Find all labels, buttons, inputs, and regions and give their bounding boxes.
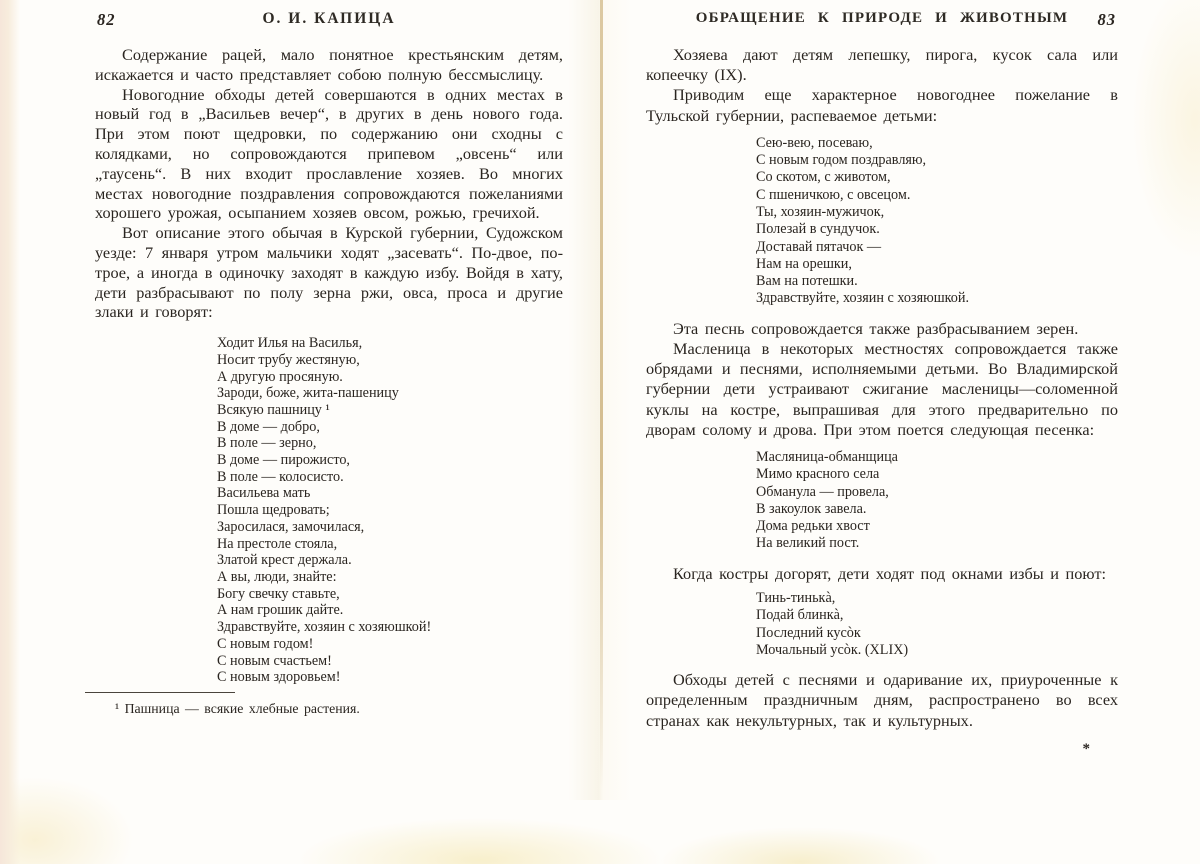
verse-line: Всякую пашницу ¹ xyxy=(217,401,330,418)
verse-line: В поле — зерно, xyxy=(217,435,317,452)
paragraph: Содержание рацей, мало понятное крестьянским детям, искажается и часто представляет собою полную бессмыслицу. xyxy=(95,45,563,84)
verse-line: С новым годом! xyxy=(217,635,314,652)
verse-block-tin-tinka xyxy=(756,590,1118,659)
verse-block-zasevanie xyxy=(217,335,563,686)
paragraph: Новогодние обходы детей совершаются в одних местах в новый год в „Васильев вечер“, в других в день нового года. При этом поют щедровки, по содержанию они сходны с колядками, но сопровождаются припевом „овсень“ или „таусень“. В них входит прославление хозяев. Во многих местах новогодние поздравления сопровождаются пожеланиями хорошего урожая, осыпанием хозяев овсом, рожью, гречихой. xyxy=(95,84,563,223)
verse-line: В поле — колосисто. xyxy=(217,468,344,485)
left-page-header xyxy=(95,10,563,32)
verse-line: В доме — добро, xyxy=(217,418,320,435)
verse-line: Ходит Илья на Василья, xyxy=(217,335,363,352)
paragraph: Масленица в некоторых местностях сопровождается также обрядами и песнями, исполняемыми детьми. Во Владимирской губернии дети устраивают сжигание масленицы—соломенной куклы на костре, выпрашивая для этого предварительно по дворам солому и дрова. При этом поется следующая песенка: xyxy=(646,338,1118,439)
paragraph: Обходы детей с песнями и одаривание их, приуроченные к определенным праздничным дням, распространено во всех странах как некультурных, так и культурных. xyxy=(646,670,1118,730)
paragraph: Когда костры догорят, дети ходят под окнами избы и поют: xyxy=(673,563,1106,583)
verse-line: На великий пост. xyxy=(756,535,860,552)
verse-line: Здравствуйте, хозяин с хозяюшкой! xyxy=(217,619,432,636)
verse-line: Златой крест держала. xyxy=(217,552,352,569)
page-edge-shading xyxy=(0,0,20,864)
verse-line: Мочальный усòк. (XLIX) xyxy=(756,641,909,658)
verse-line: В закоулок завела. xyxy=(756,500,867,517)
paragraph: Хозяева дают детям лепешку, пирога, кусок сала или копеечку (IX). xyxy=(646,45,1118,85)
verse-line: А нам грошик дайте. xyxy=(217,602,344,619)
right-running-title: ОБРАЩЕНИЕ К ПРИРОДЕ И ЖИВОТНЫМ xyxy=(695,10,1069,26)
page-gutter-fold xyxy=(600,0,603,790)
verse-line: Масляница-обманщица xyxy=(756,449,898,465)
left-page-number: 82 xyxy=(97,10,116,29)
verse-line: Мимо красного села xyxy=(756,466,880,483)
verse-line: Зароди, боже, жита-пашеницу xyxy=(217,385,399,402)
left-page xyxy=(95,10,563,717)
verse-line: Богу свечку ставьте, xyxy=(217,585,340,602)
left-running-title: О. И. КАПИЦА xyxy=(262,10,396,27)
right-page-number: 83 xyxy=(1097,10,1116,29)
verse-block-seyu-veyu xyxy=(756,135,1118,308)
verse-line: Последний кусòк xyxy=(756,624,861,641)
verse-line: С новым годом поздравляю, xyxy=(756,152,927,169)
verse-line: Дома редьки хвост xyxy=(756,518,870,535)
section-asterisk: * xyxy=(1082,740,1090,757)
verse-line: Полезай в сундучок. xyxy=(756,221,880,238)
paragraph: Вот описание этого обычая в Курской губернии, Судожском уезде: 7 января утром мальчики ходят „засевать“. По-двое, по-трое, а иногда в одиночку заходят в каждую избу. Войдя в хату, дети разбрасывают по полу зерна ржи, овса, проса и другие злаки и говорят: xyxy=(95,223,563,322)
verse-line: На престоле стояла, xyxy=(217,535,338,552)
footnote: ¹ Пашница — всякие хлебные растения. xyxy=(115,700,360,716)
verse-line: Доставай пятачок — xyxy=(756,238,882,255)
verse-line: Ты, хозяин-мужичок, xyxy=(756,204,885,220)
verse-line: Нам на орешки, xyxy=(756,255,852,272)
verse-line: Подай блинкà, xyxy=(756,607,844,624)
verse-line: Носит трубу жестяную, xyxy=(217,351,360,368)
verse-line: С новым счастьем! xyxy=(217,652,332,669)
verse-block-maslyanitsa xyxy=(756,449,1118,553)
paragraph: Приводим еще характерное новогоднее пожелание в Тульской губернии, распеваемое детьми: xyxy=(646,85,1118,125)
verse-line: С новым здоровьем! xyxy=(217,669,341,686)
verse-line: Сею-вею, посеваю, xyxy=(756,134,873,151)
verse-line: В доме — пирожисто, xyxy=(217,452,350,469)
verse-line: Пошла щедровать; xyxy=(217,502,330,519)
right-page xyxy=(646,10,1118,758)
verse-line: С пшеничкою, с овсецом. xyxy=(756,186,911,203)
verse-line: А вы, люди, знайте: xyxy=(217,569,337,585)
footnote-separator xyxy=(85,692,235,693)
verse-line: Вам на потешки. xyxy=(756,273,858,290)
verse-line: Здравствуйте, хозяин с хозяюшкой. xyxy=(756,290,970,307)
right-page-header xyxy=(646,10,1118,32)
verse-line: Со скотом, с животом, xyxy=(756,169,891,186)
verse-line: Заросилася, замочилася, xyxy=(217,518,365,535)
verse-line: А другую просяную. xyxy=(217,368,343,385)
verse-line: Тинь-тинькà, xyxy=(756,589,836,606)
verse-line: Обманула — провела, xyxy=(756,483,889,500)
verse-line: Васильева мать xyxy=(217,485,311,502)
paragraph: Эта песнь сопровождается также разбрасыванием зерен. xyxy=(673,318,1079,338)
